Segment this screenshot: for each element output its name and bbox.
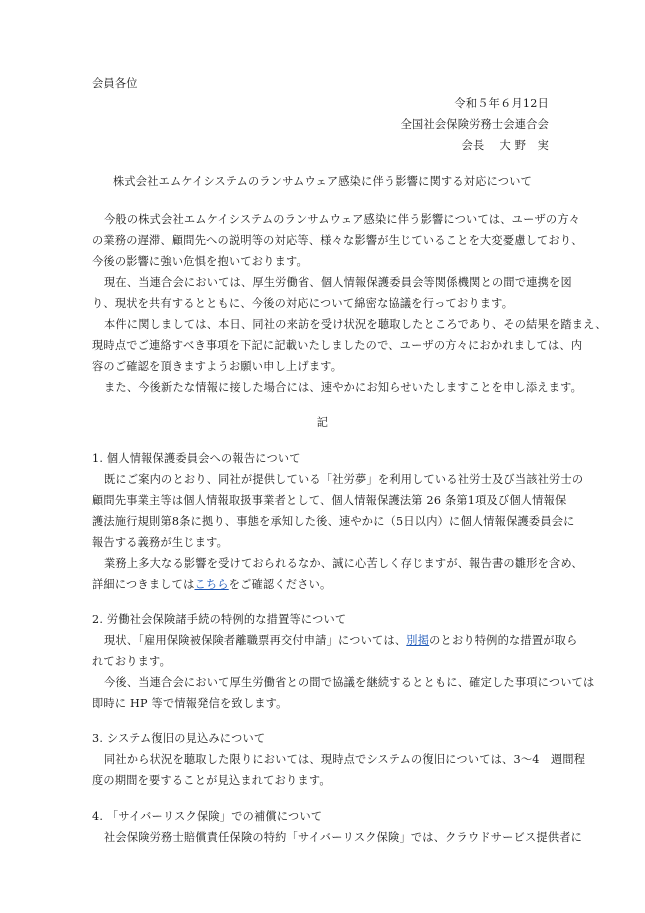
section-3-heading: 3. システム復旧の見込みについて [92,732,266,745]
intro-p1-line3: 今後の影響に強い危惧を抱いております。 [92,255,308,268]
intro-p3-line3: 容のご確認を頂きますようお願い申し上げます。 [92,360,343,373]
addressee: 会員各位 [92,77,138,90]
section-2-p2-line1: 今後、当連合会において厚生労働省との間で協議を継続するとともに、確定した事項については [104,676,595,689]
section-3-p1-line2: 度の期間を要することが見込まれております。 [92,774,331,787]
sender-name: 会長 大 野 実 [461,139,549,152]
intro-p1-line1: 今般の株式会社エムケイシステムのランサムウェア感染に伴う影響については、ユーザの方々 [104,213,581,226]
document-title: 株式会社エムケイシステムのランサムウェア感染に伴う影響に関する対応について [112,175,533,188]
section-2-p1-post: のとおり特例的な措置が取ら [429,634,578,647]
ki-marker: 記 [316,416,329,429]
intro-p1-line2: の業務の遅滞、顧問先への説明等の対応等、様々な影響が生じていることを大変憂慮しており、 [92,234,583,247]
section-1-p2-pre: 詳細につきましては [92,578,195,591]
section-1-p1-line4: 報告する義務が生じます。 [92,536,229,549]
section-1-p1-line3: 護法施行規則第8条に拠り、事態を承知した後、速やかに（5日以内）に個人情報保護委員会に [92,515,575,528]
intro-p3-line1: 本件に関しましては、本日、同社の来訪を受け状況を聴取したところであり、その結果を踏まえ、 [104,318,607,331]
intro-p2-line2: り、現状を共有するとともに、今後の対応について綿密な協議を行っております。 [92,297,514,310]
section-1-p2-line2 [92,578,331,592]
section-1-p1-line1: 既にご案内のとおり、同社が提供している「社労夢」を利用している社労士及び当該社労士の [104,473,584,486]
section-2-p2-line2: 即時に HP 等で情報発信を致します。 [92,697,288,710]
section-1-p2-line1: 業務上多大なる影響を受けておられるなか、誠に心苦しく存じますが、報告書の雛形を含め、 [104,557,583,570]
intro-p3-line2: 現時点でご連絡すべき事項を下記に記載いたしましたので、ユーザの方々におかれましては、内 [92,339,583,352]
issue-date: 令和５年６月12日 [454,97,549,110]
section-1-heading: 1. 個人情報保護委員会への報告について [92,452,301,465]
appendix-link[interactable]: 別掲 [406,634,430,647]
section-3-p1-line1: 同社から状況を聴取した限りにおいては、現時点でシステムの復旧については、3～4 週間程 [104,753,586,766]
section-1-p1-line2: 顧問先事業主等は個人情報取扱事業者として、個人情報保護法第 26 条第1項及び個人情報保 [92,494,567,507]
section-2-p1-line1 [104,634,577,648]
details-link[interactable]: こちら [194,578,229,591]
section-2-heading: 2. 労働社会保険諸手続の特例的な措置等について [92,613,347,626]
section-1-p2-post: をご確認ください。 [228,578,332,591]
section-2-p1-pre: 現状、「雇用保険被保険者離職票再交付申請」については、 [104,634,407,647]
section-4-p1-line1: 社会保険労務士賠償責任保険の特約「サイバーリスク保険」では、クラウドサービス提供者に [104,831,583,844]
intro-p2-line1: 現在、当連合会においては、厚生労働省、個人情報保護委員会等関係機関との間で連携を図 [104,276,572,289]
sender-organization: 全国社会保険労務士会連合会 [400,118,549,131]
intro-p4: また、今後新たな情報に接した場合には、速やかにお知らせいたしますことを申し添えます。 [104,381,583,394]
section-4-heading: 4. 「サイバーリスク保険」での補償について [92,810,323,823]
section-2-p1-line2: れております。 [92,655,171,668]
